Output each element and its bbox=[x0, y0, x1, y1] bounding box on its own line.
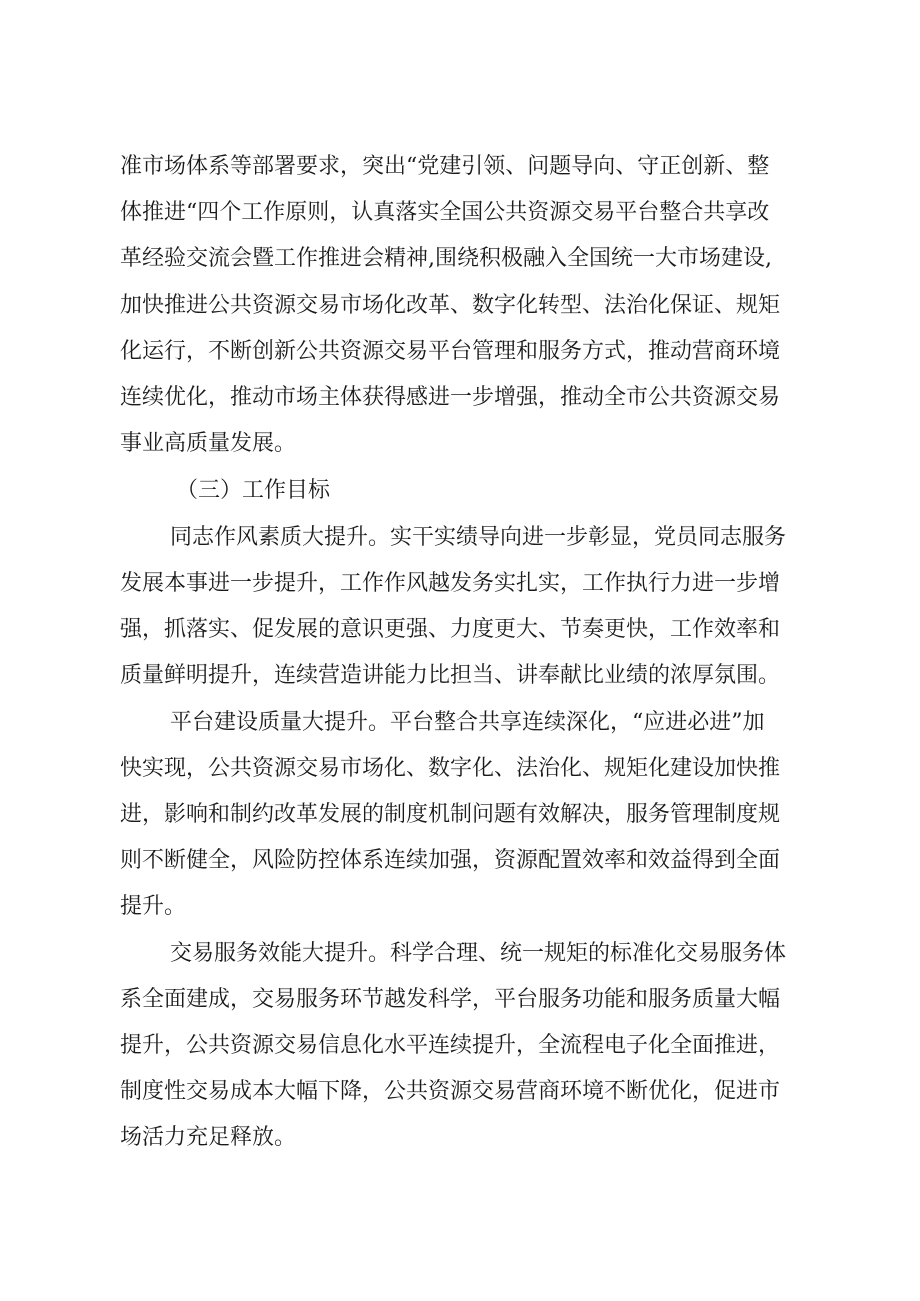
intro-line: 准市场体系等部署要求，突出“党建引领、问题导向、守正创新、整 bbox=[120, 154, 770, 179]
goal-paragraph-line: 同志作风素质大提升。实干实绩导向进一步彰显，党员同志服务 bbox=[170, 525, 787, 550]
goal-paragraph-line: 交易服务效能大提升。科学合理、统一规矩的标准化交易服务体 bbox=[170, 941, 787, 966]
goal-paragraph-line: 提升。 bbox=[120, 894, 187, 919]
goal-paragraph-line: 系全面建成，交易服务环节越发科学，平台服务功能和服务质量大幅 bbox=[120, 987, 781, 1012]
goal-paragraph-line: 提升，公共资源交易信息化水平连续提升，全流程电子化全面推进， bbox=[120, 1033, 781, 1058]
goal-paragraph-line: 强，抓落实、促发展的意识更强、力度更大、节奏更快，工作效率和 bbox=[120, 617, 781, 642]
goal-paragraph-line: 则不断健全，风险防控体系连续加强，资源配置效率和效益得到全面 bbox=[120, 848, 781, 873]
goal-paragraph-line: 快实现，公共资源交易市场化、数字化、法治化、规矩化建设加快推 bbox=[120, 756, 781, 781]
intro-line: 体推进“四个工作原则，认真落实全国公共资源交易平台整合共享改 bbox=[120, 200, 770, 225]
goal-paragraph-line: 质量鲜明提升，连续营造讲能力比担当、讲奉献比业绩的浓厚氛围。 bbox=[120, 663, 781, 688]
intro-line: 事业高质量发展。 bbox=[120, 431, 297, 456]
goal-paragraph-line: 进，影响和制约改革发展的制度机制问题有效解决，服务管理制度规 bbox=[120, 802, 781, 827]
intro-line: 连续优化，推动市场主体获得感进一步增强，推动全市公共资源交易 bbox=[120, 385, 781, 410]
intro-line: 革经验交流会暨工作推进会精神,围绕积极融入全国统一大市场建设, bbox=[120, 246, 772, 271]
goal-paragraph-line: 发展本事进一步提升，工作作风越发务实扎实，工作执行力进一步增 bbox=[120, 571, 781, 596]
goal-paragraph-line: 制度性交易成本大幅下降，公共资源交易营商环境不断优化，促进市 bbox=[120, 1079, 781, 1104]
intro-line: 化运行，不断创新公共资源交易平台管理和服务方式，推动营商环境 bbox=[120, 339, 781, 364]
section-heading: （三）工作目标 bbox=[176, 478, 331, 503]
goal-paragraph-line: 场活力充足释放。 bbox=[120, 1125, 297, 1150]
goal-paragraph-line: 平台建设质量大提升。平台整合共享连续深化，“应进必进”加 bbox=[170, 710, 765, 735]
intro-line: 加快推进公共资源交易市场化改革、数字化转型、法治化保证、规矩 bbox=[120, 293, 781, 318]
